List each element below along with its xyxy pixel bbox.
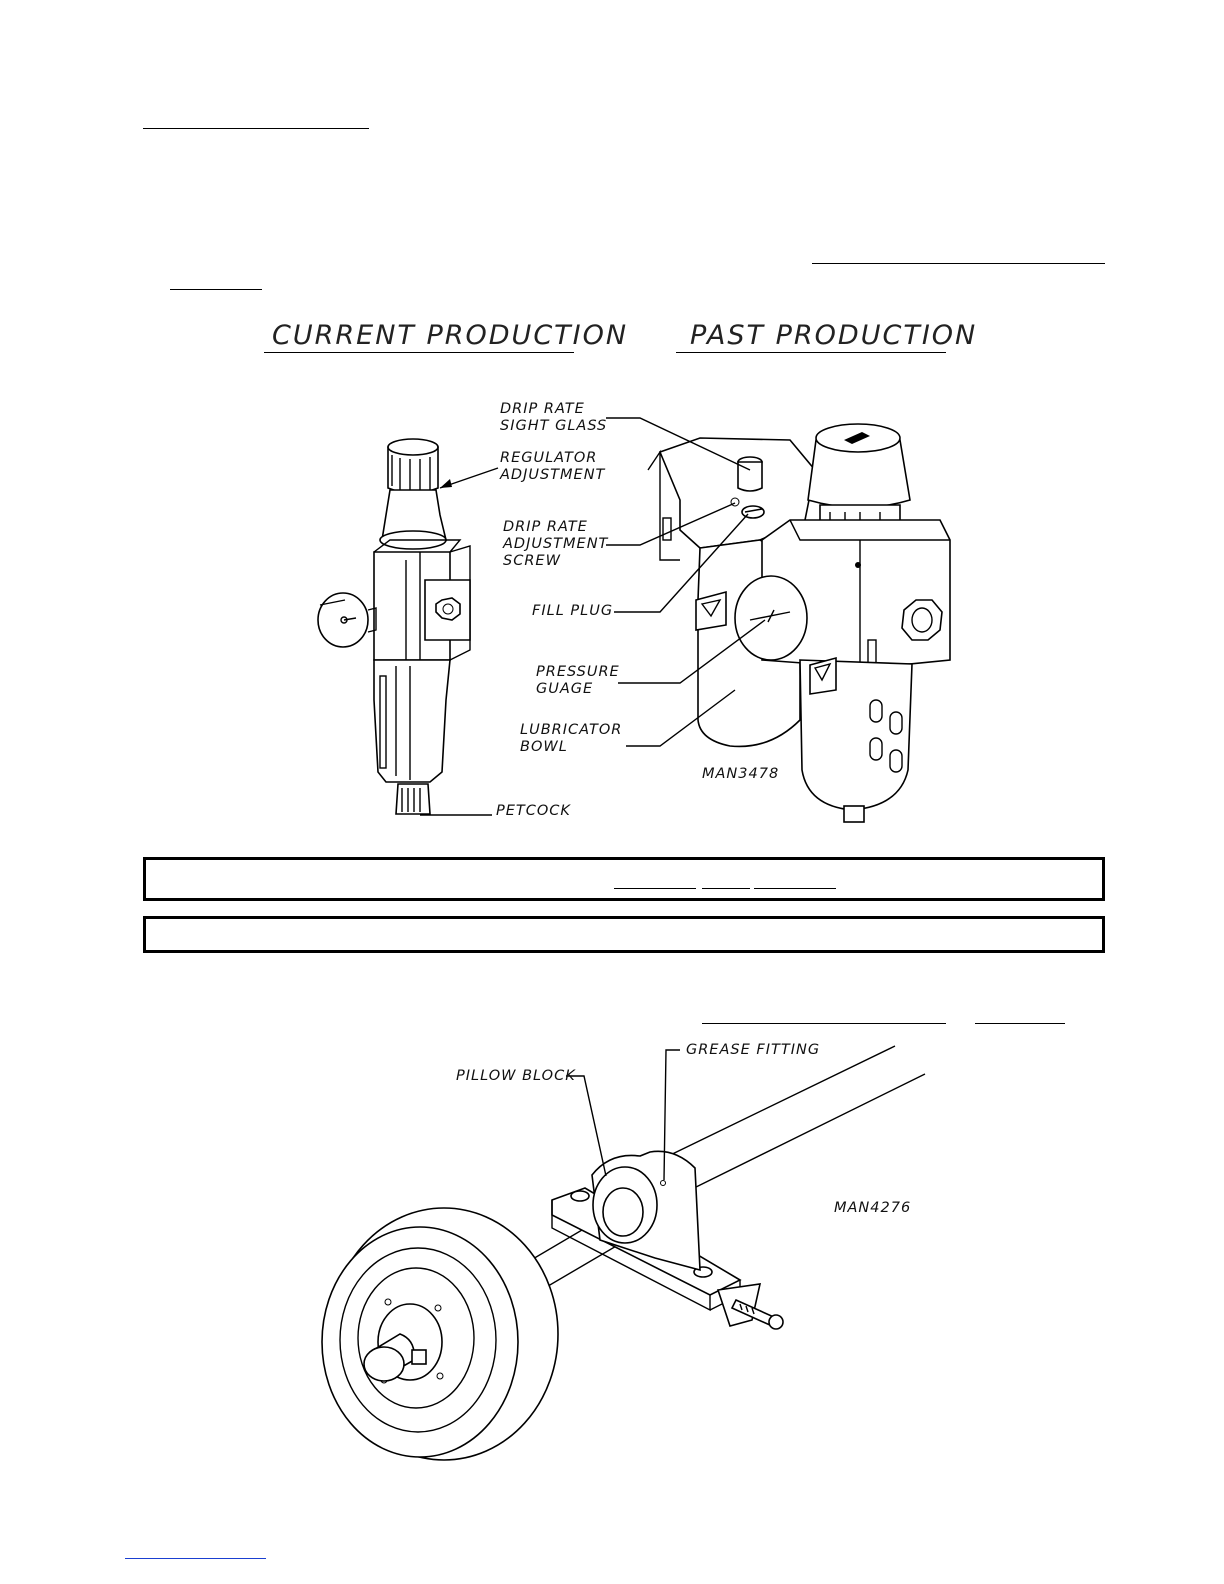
wheel-drawing xyxy=(322,1208,558,1460)
callout-fill-plug: FILL PLUG xyxy=(532,603,614,619)
drawing-id-man3478: MAN3478 xyxy=(702,766,780,782)
callout-pressure-guage: PRESSURE GUAGE xyxy=(536,664,620,697)
footer-link-underline[interactable] xyxy=(125,1558,266,1559)
callout-pillow-block: PILLOW BLOCK xyxy=(456,1068,576,1084)
callout-grease-fitting: GREASE FITTING xyxy=(686,1042,821,1058)
callout-regulator-adjustment: REGULATOR ADJUSTMENT xyxy=(500,450,606,483)
callout-lubricator-bowl: LUBRICATOR BOWL xyxy=(520,722,623,755)
drawing-id-man4276: MAN4276 xyxy=(834,1200,912,1216)
bolt-drawing xyxy=(718,1284,783,1329)
callout-drip-rate-sight-glass: DRIP RATE SIGHT GLASS xyxy=(500,401,608,434)
heading-past-production: PAST PRODUCTION xyxy=(690,320,978,351)
heading-current-production: CURRENT PRODUCTION xyxy=(272,320,629,351)
callout-petcock: PETCOCK xyxy=(496,803,571,819)
callout-drip-rate-adjustment-screw: DRIP RATE ADJUSTMENT SCREW xyxy=(503,519,609,569)
